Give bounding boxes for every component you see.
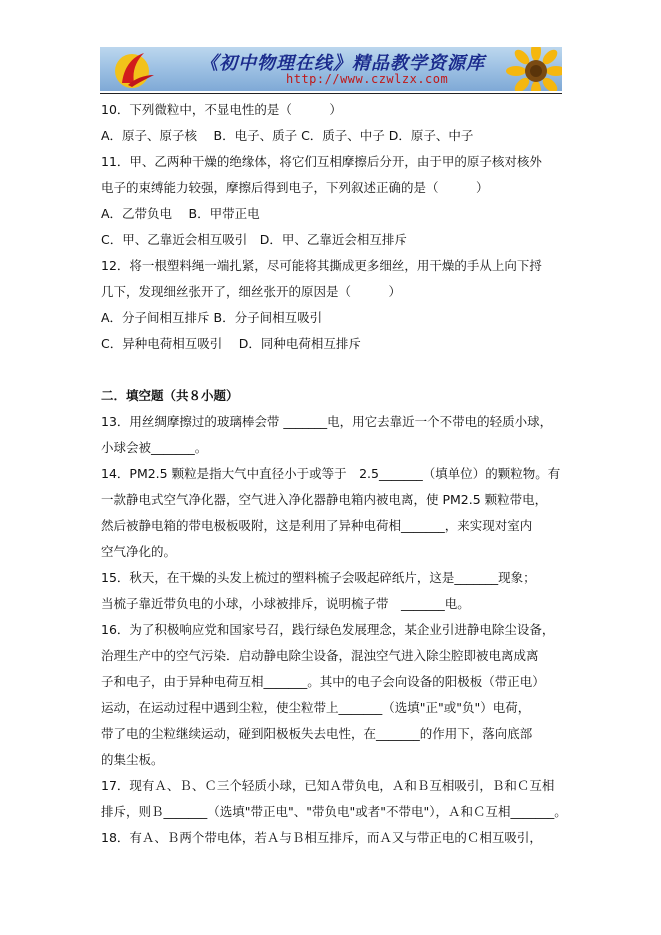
- section-heading-fill-in: 二．填空题（共８小题）: [101, 388, 239, 403]
- question-11-options-ab: A．乙带负电 B．甲带正电: [101, 206, 260, 221]
- question-16-line-6: 的集尘板。: [101, 752, 164, 767]
- question-13-line-2: 小球会被_______。: [101, 440, 208, 455]
- section-gap: [101, 357, 563, 383]
- question-12-stem-line-1: 12．将一根塑料绳一端扎紧，尽可能将其撕成更多细丝，用干燥的手从上向下捋: [101, 258, 542, 273]
- question-17-line-2: 排斥，则Ｂ_______（选填"带正电"、"带负电"或者"不带电"），Ａ和Ｃ互相_______。: [101, 804, 567, 819]
- header-rule: [100, 93, 562, 94]
- question-10-stem: 10．下列微粒中，不显电性的是（ ）: [101, 102, 342, 117]
- question-12-options-ab: A．分子间相互排斥 B．分子间相互吸引: [101, 310, 323, 325]
- question-16-line-1: 16．为了积极响应党和国家号召，践行绿色发展理念，某企业引进静电除尘设备，: [101, 622, 555, 637]
- document-body: [101, 97, 567, 851]
- question-12-options-cd: C．异种电荷相互吸引 D．同种电荷相互排斥: [101, 336, 361, 351]
- question-14-line-1: 14．PM2.5 颗粒是指大气中直径小于或等于 2.5_______（填单位）的颗粒物。有: [101, 466, 561, 481]
- question-11-options-cd: C．甲、乙靠近会相互吸引 D．甲、乙靠近会相互排斥: [101, 232, 407, 247]
- header-banner: [100, 47, 562, 91]
- question-11-stem-line-2: 电子的束缚能力较强，摩擦后得到电子，下列叙述正确的是（ ）: [101, 180, 489, 195]
- question-16-line-4: 运动，在运动过程中遇到尘粒，使尘粒带上_______（选填"正"或"负"）电荷，: [101, 700, 531, 715]
- question-10-options: A．原子、原子核 B．电子、质子 C．质子、中子 D．原子、中子: [101, 128, 474, 143]
- question-14-line-3: 然后被静电箱的带电极板吸附，这是利用了异种电荷相_______，来实现对室内: [101, 518, 533, 533]
- question-18-line-1: 18．有Ａ、Ｂ两个带电体，若Ａ与Ｂ相互排斥，而Ａ又与带正电的Ｃ相互吸引，: [101, 830, 542, 845]
- logo-icon: [104, 49, 160, 89]
- question-16-line-2: 治理生产中的空气污染．启动静电除尘设备，混浊空气进入除尘腔即被电离成离: [101, 648, 539, 663]
- question-16-line-5: 带了电的尘粒继续运动，碰到阳极板失去电性，在_______的作用下，落向底部: [101, 726, 533, 741]
- question-15-line-1: 15．秋天，在干燥的头发上梳过的塑料梳子会吸起碎纸片，这是_______现象；: [101, 570, 536, 585]
- question-14-line-4: 空气净化的。: [101, 544, 177, 559]
- question-16-line-3: 子和电子，由于异种电荷互相_______。其中的电子会向设备的阳极板（带正电）: [101, 674, 545, 689]
- question-13-line-1: 13．用丝绸摩擦过的玻璃棒会带 _______电，用它去靠近一个不带电的轻质小球，: [101, 414, 553, 429]
- banner-url: http://www.czwlzx.com: [286, 72, 449, 86]
- question-14-line-2: 一款静电式空气净化器，空气进入净化器静电箱内被电离，使 PM2.5 颗粒带电，: [101, 492, 548, 507]
- question-17-line-1: 17．现有Ａ、Ｂ、Ｃ三个轻质小球，已知Ａ带负电，Ａ和Ｂ互相吸引，Ｂ和Ｃ互相: [101, 778, 555, 793]
- banner-title: 《初中物理在线》精品教学资源库: [200, 53, 485, 74]
- question-12-stem-line-2: 几下，发现细丝张开了，细丝张开的原因是（ ）: [101, 284, 402, 299]
- sunflower-icon: [498, 47, 562, 91]
- question-11-stem-line-1: 11．甲、乙两种干燥的绝缘体，将它们互相摩擦后分开，由于甲的原子核对核外: [101, 154, 542, 169]
- question-15-line-2: 当梳子靠近带负电的小球，小球被排斥，说明梳子带 _______电。: [101, 596, 470, 611]
